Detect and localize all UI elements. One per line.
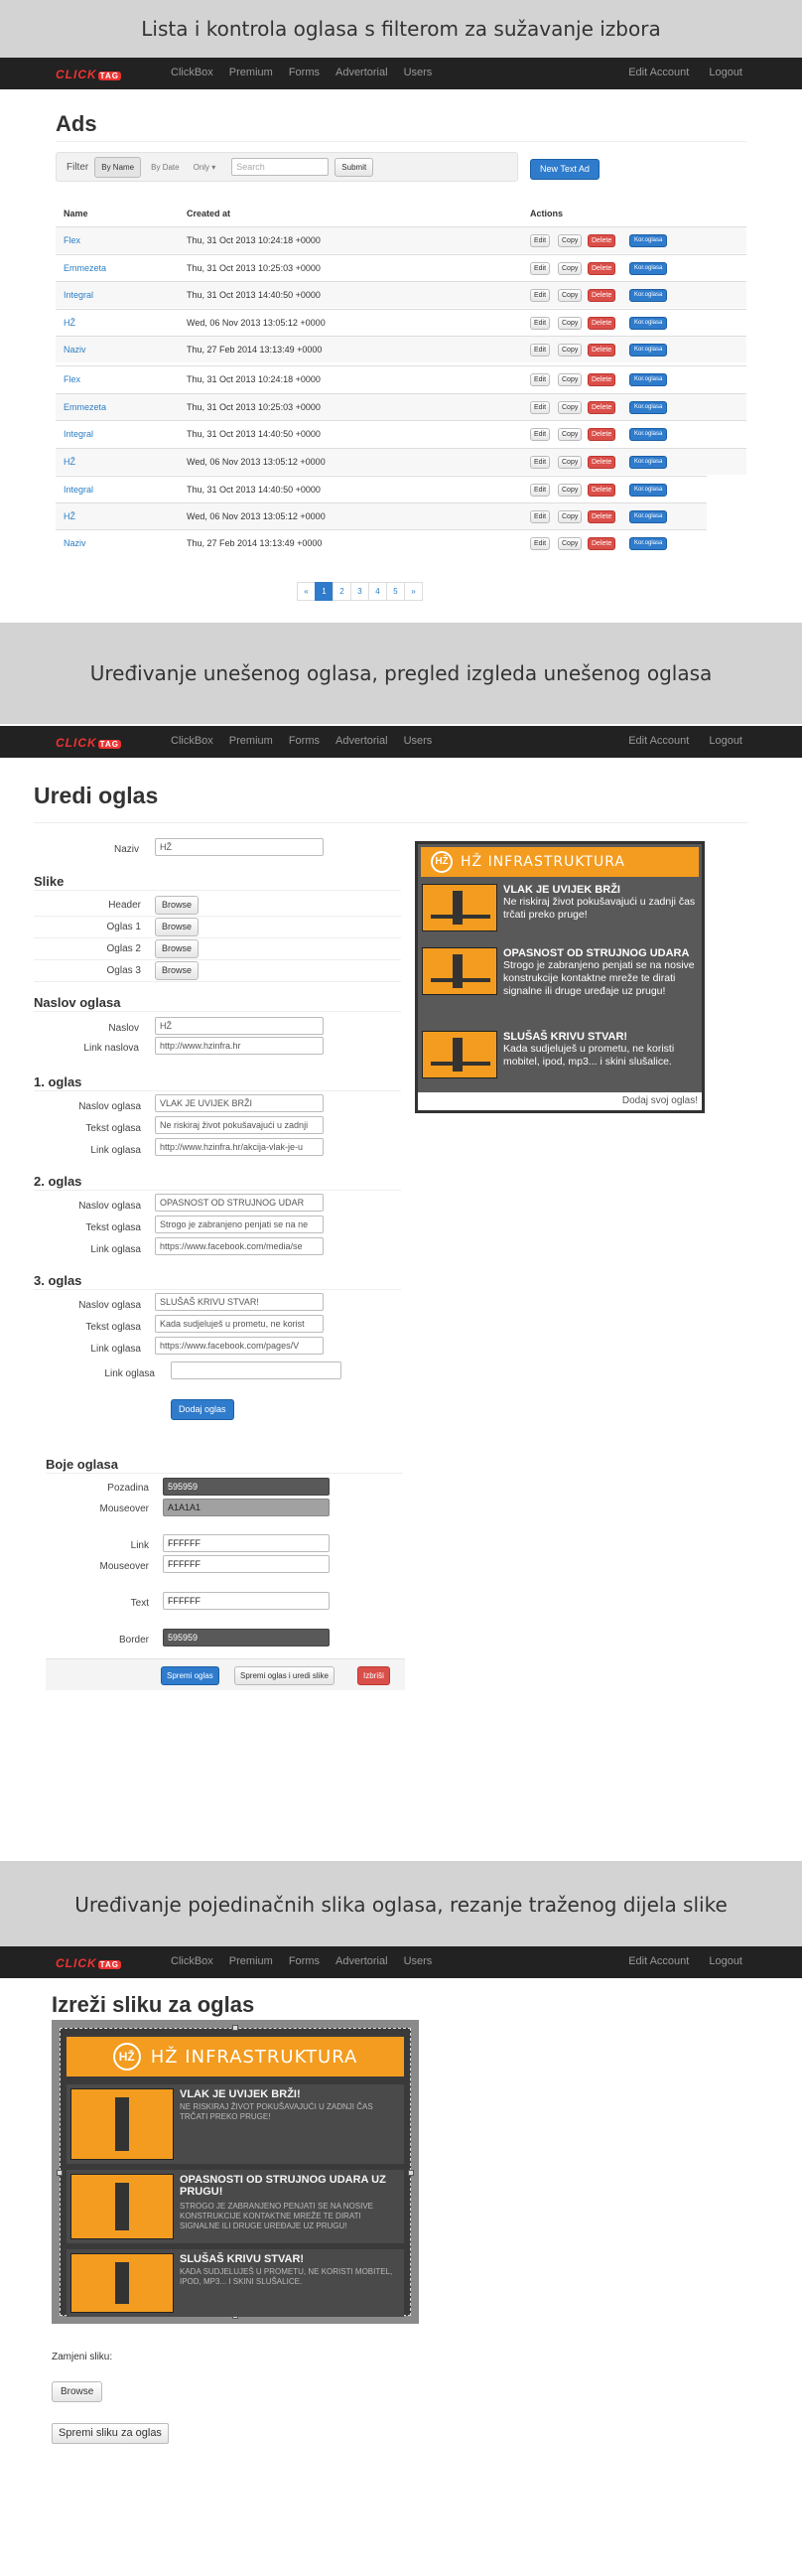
naslov-oglasa-input[interactable]: VLAK JE UVIJEK BRŽI [155,1094,324,1112]
edit-button[interactable]: Edit [530,401,550,414]
crop-header [67,2037,404,2076]
banner-text: Lista i kontrola oglasa s filterom za sužavanje izbora [141,17,661,41]
slika-label: Oglas 3 [106,965,141,976]
col-name: Name [64,209,88,218]
page-2[interactable]: 2 [333,582,351,601]
tekst-oglasa-label: Tekst oglasa [85,1222,141,1233]
ad-name-link[interactable]: Integral [64,485,94,495]
nav-item-forms[interactable]: Forms [288,1955,320,1967]
edit-button[interactable]: Edit [530,373,550,386]
edit-button[interactable]: Edit [530,484,550,497]
crop-ad-item [67,2084,404,2164]
naslov-label: Naslov [108,1023,139,1034]
main-menu [171,1955,432,1967]
dodaj-oglas-button[interactable]: Dodaj oglas [171,1399,234,1420]
copy-button[interactable]: Copy [558,344,582,357]
crop-image-area[interactable] [52,2020,419,2324]
ads-table-header [56,205,746,224]
ad-created-date: Thu, 31 Oct 2013 10:25:03 +0000 [187,263,321,273]
col-created: Created at [187,209,231,218]
naslov-oglasa-label: Naslov oglasa [78,1101,141,1112]
table-row [56,420,746,447]
link-color-label: Link [130,1540,149,1551]
section-banner-1 [0,0,802,58]
col-actions: Actions [530,209,564,218]
delete-button[interactable]: Delete [588,510,615,523]
section-banner-3 [0,1861,802,1948]
preview-ad-image [422,884,497,931]
ad-created-date: Thu, 27 Feb 2014 13:13:49 +0000 [187,538,323,548]
table-row [56,226,746,253]
link-mouseover-color-input[interactable]: FFFFFF [163,1555,330,1573]
edit-button[interactable]: Edit [530,317,550,330]
crop-ad-text: STROGO JE ZABRANJENO PENJATI SE NA NOSIVE KONSTRUKCIJE KONTAKTNE MREŽE TE DIRATI SIGNALNE ILI DRUGE UREĐAJE UZ PRUGU! [180,2202,373,2230]
filter-label: Filter [67,161,89,173]
hz-logo-icon: HŽ [431,851,453,873]
preview-ad-title: SLUŠAŠ KRIVU STVAR! [503,1031,628,1043]
filter-only-dropdown[interactable]: Only ▾ [193,162,216,172]
ad-name-link[interactable]: Naziv [64,345,86,355]
border-color-input[interactable]: 595959 [163,1629,330,1646]
slika-label: Oglas 1 [106,922,141,932]
account-menu [628,735,742,747]
submit-button[interactable]: Submit [334,158,373,177]
spremi-sliku-button[interactable]: Spremi sliku za oglas [52,2423,169,2444]
crop-ad-image [70,2088,174,2160]
kor-oglasa-button[interactable]: Kor.oglasa [629,373,667,386]
logout-link[interactable]: Logout [709,735,742,747]
form-actions [46,1658,405,1690]
naslov-oglasa-input[interactable]: OPASNOST OD STRUJNOG UDAR [155,1194,324,1212]
filter-by-date-button[interactable]: By Date [151,162,180,172]
nav-item-forms[interactable]: Forms [288,67,320,78]
nav-item-users[interactable]: Users [403,735,433,747]
crop-ad-title: OPASNOSTI OD STRUJNOG UDARA UZ PRUGU! [180,2174,386,2198]
delete-button[interactable]: Delete [588,428,615,441]
preview-ad-item[interactable] [422,947,698,1025]
nav-item-users[interactable]: Users [403,67,433,78]
naslov-oglasa-input[interactable]: SLUŠAŠ KRIVU STVAR! [155,1293,324,1311]
filter-by-name-button[interactable]: By Name [94,157,141,178]
naslov-oglasa-label: Naslov oglasa [78,1201,141,1212]
kor-oglasa-button[interactable]: Kor.oglasa [629,344,667,357]
copy-button[interactable]: Copy [558,289,582,302]
edit-button[interactable]: Edit [530,289,550,302]
tekst-oglasa-input[interactable]: Ne riskiraj život pokušavajući u zadnji [155,1116,324,1134]
slika-label: Oglas 2 [106,943,141,954]
crop-ad-title: VLAK JE UVIJEK BRŽI! [180,2088,301,2100]
logout-link[interactable]: Logout [709,1955,742,1967]
preview-ad-image [422,947,497,995]
link-oglasa-input[interactable]: http://www.hzinfra.hr/akcija-vlak-je-u [155,1138,324,1156]
nav-item-clickbox[interactable]: ClickBox [171,735,213,747]
edit-button[interactable]: Edit [530,428,550,441]
preview-ad-text: Ne riskiraj život pokušavajući u zadnji čas trčati preko pruge! [503,896,696,921]
ad-created-date: Wed, 06 Nov 2013 13:05:12 +0000 [187,511,326,521]
crop-title: Izreži sliku za oglas [52,1992,255,2017]
naslov-heading: Naslov oglasa [34,995,121,1010]
delete-button[interactable]: Delete [588,373,615,386]
ad-created-date: Thu, 31 Oct 2013 10:25:03 +0000 [187,402,321,412]
main-menu [171,67,432,78]
link-oglasa-label: Link oglasa [90,1344,141,1355]
banner-text: Uređivanje unešenog oglasa, pregled izgleda unešenog oglasa [89,661,713,685]
top-navbar [0,58,802,89]
ad-created-date: Thu, 31 Oct 2013 14:40:50 +0000 [187,429,321,439]
crop-handle-icon[interactable] [408,2170,414,2176]
ad-created-date: Wed, 06 Nov 2013 13:05:12 +0000 [187,457,326,467]
crop-ad-item [67,2249,404,2317]
edit-button[interactable]: Edit [530,234,550,247]
ad-name-link[interactable]: Emmezeta [64,263,107,273]
edit-button[interactable]: Edit [530,344,550,357]
link-naslova-input[interactable]: http://www.hzinfra.hr [155,1037,324,1055]
preview-header [421,847,699,877]
ad-created-date: Thu, 31 Oct 2013 14:40:50 +0000 [187,485,321,495]
table-row [56,529,707,556]
oglas-heading: 3. oglas [34,1273,82,1288]
copy-button[interactable]: Copy [558,317,582,330]
oglas-heading: 2. oglas [34,1174,82,1189]
new-text-ad-button[interactable]: New Text Ad [530,159,600,180]
copy-button[interactable]: Copy [558,373,582,386]
copy-button[interactable]: Copy [558,428,582,441]
top-navbar-3 [0,1946,802,1978]
link-oglasa-input[interactable] [171,1361,341,1379]
ad-name-link[interactable]: Emmezeta [64,402,107,412]
crop-ad-text: NE RISKIRAJ ŽIVOT POKUŠAVAJUĆI U ZADNJI ČAS TRČATI PREKO PRUGE! [180,2102,373,2121]
top-navbar-2 [0,726,802,758]
copy-button[interactable]: Copy [558,234,582,247]
link-naslova-label: Link naslova [83,1043,139,1054]
table-row [56,476,707,502]
pozadina-label: Pozadina [107,1483,149,1494]
tekst-oglasa-input[interactable]: Kada sudjeluješ u prometu, ne korist [155,1315,324,1333]
preview-ad-title: VLAK JE UVIJEK BRŽI [503,884,620,896]
ad-created-date: Wed, 06 Nov 2013 13:05:12 +0000 [187,318,326,328]
account-menu [628,67,742,78]
delete-button[interactable]: Delete [588,344,615,357]
mouseover-color-input[interactable]: A1A1A1 [163,1499,330,1516]
edit-button[interactable]: Edit [530,456,550,469]
nav-item-clickbox[interactable]: ClickBox [171,67,213,78]
edit-account-link[interactable]: Edit Account [628,1955,690,1967]
logo[interactable]: CLICK TAG [56,736,119,750]
ad-name-link[interactable]: Naziv [64,538,86,548]
copy-button[interactable]: Copy [558,262,582,275]
page-title: Ads [56,111,97,136]
nav-item-premium[interactable]: Premium [228,1955,273,1967]
tekst-oglasa-label: Tekst oglasa [85,1322,141,1333]
page-prev[interactable]: « [297,582,316,601]
browse-button[interactable]: Browse [155,961,199,980]
kor-oglasa-button[interactable]: Kor.oglasa [629,456,667,469]
spremi-uredi-slike-button[interactable]: Spremi oglas i uredi slike [234,1666,334,1685]
edit-button[interactable]: Edit [530,510,550,523]
preview-ad-text: Kada sudjeluješ u prometu, ne koristi mobitel, ipod, mp3... i skini slušalice. [503,1043,675,1068]
main-menu [171,735,432,747]
tekst-oglasa-label: Tekst oglasa [85,1123,141,1134]
link-oglasa-input[interactable]: https://www.facebook.com/pages/V [155,1337,324,1355]
ad-created-date: Thu, 27 Feb 2014 13:13:49 +0000 [187,345,323,355]
copy-button[interactable]: Copy [558,456,582,469]
naslov-oglasa-label: Naslov oglasa [78,1300,141,1311]
crop-ad-item [67,2170,404,2243]
nav-item-advertorial[interactable]: Advertorial [334,1955,388,1967]
table-row [56,281,746,308]
nav-item-clickbox[interactable]: ClickBox [171,1955,213,1967]
page-1[interactable]: 1 [315,582,334,601]
crop-browse-button[interactable]: Browse [52,2381,102,2402]
ad-name-link[interactable]: Integral [64,290,94,300]
link-oglasa-label: Link oglasa [104,1368,155,1379]
ad-name-link[interactable]: Flex [64,374,81,384]
logo[interactable]: CLICK TAG [56,1956,119,1970]
link-oglasa-input[interactable]: https://www.facebook.com/media/se [155,1237,324,1255]
nav-item-advertorial[interactable]: Advertorial [334,735,388,747]
zamjeni-label: Zamjeni sliku: [52,2352,113,2362]
nav-item-forms[interactable]: Forms [288,735,320,747]
link-mouseover-label: Mouseover [99,1561,149,1572]
border-color-label: Border [118,1635,149,1646]
account-menu [628,1955,742,1967]
browse-button[interactable]: Browse [155,896,199,915]
kor-oglasa-button[interactable]: Kor.oglasa [629,317,667,330]
nav-item-users[interactable]: Users [403,1955,433,1967]
ad-name-link[interactable]: HŽ [64,511,75,521]
link-oglasa-label: Link oglasa [90,1145,141,1156]
nav-item-premium[interactable]: Premium [228,67,273,78]
page-4[interactable]: 4 [368,582,387,601]
ad-created-date: Thu, 31 Oct 2013 10:24:18 +0000 [187,374,321,384]
edit-button[interactable]: Edit [530,262,550,275]
table-row [56,336,746,362]
table-row [56,502,707,529]
edit-button[interactable]: Edit [530,537,550,550]
preview-brand: HŽ INFRASTRUKTURA [461,854,626,870]
naslov-input[interactable]: HŽ [155,1017,324,1035]
link-oglasa-label: Link oglasa [90,1244,141,1255]
pagination [298,582,423,601]
copy-button[interactable]: Copy [558,537,582,550]
delete-button[interactable]: Delete [588,537,615,550]
kor-oglasa-button[interactable]: Kor.oglasa [629,262,667,275]
search-input[interactable]: Search [231,158,329,176]
kor-oglasa-button[interactable]: Kor.oglasa [629,289,667,302]
table-row [56,365,746,392]
banner-text: Uređivanje pojedinačnih slika oglasa, rezanje traženog dijela slike [74,1893,728,1917]
copy-button[interactable]: Copy [558,484,582,497]
table-row [56,393,746,420]
browse-button[interactable]: Browse [155,918,199,936]
browse-button[interactable]: Browse [155,939,199,958]
delete-button[interactable]: Delete [588,234,615,247]
ad-name-link[interactable]: Flex [64,235,81,245]
ad-name-link[interactable]: HŽ [64,457,75,467]
ad-preview [415,841,705,1113]
delete-button[interactable]: Delete [588,456,615,469]
kor-oglasa-button[interactable]: Kor.oglasa [629,234,667,247]
delete-button[interactable]: Delete [588,317,615,330]
kor-oglasa-button[interactable]: Kor.oglasa [629,428,667,441]
table-row [56,254,746,281]
edit-account-link[interactable]: Edit Account [628,67,690,78]
section-banner-2 [0,623,802,724]
text-color-input[interactable]: FFFFFF [163,1592,330,1610]
crop-brand: HŽ INFRASTRUKTURA [150,2046,358,2068]
hz-logo-icon: HŽ [113,2043,141,2071]
page-5[interactable]: 5 [386,582,405,601]
kor-oglasa-button[interactable]: Kor.oglasa [629,484,667,497]
delete-button[interactable]: Delete [588,401,615,414]
logo[interactable]: CLICK TAG [56,68,119,81]
delete-button[interactable]: Delete [588,484,615,497]
link-color-input[interactable]: FFFFFF [163,1534,330,1552]
mouseover-label: Mouseover [99,1503,149,1514]
nav-item-premium[interactable]: Premium [228,735,273,747]
filter-bar [56,152,518,182]
preview-ad-title: OPASNOST OD STRUJNOG UDARA [503,947,690,959]
slika-label: Header [108,900,141,911]
ad-name-link[interactable]: HŽ [64,318,75,328]
crop-selection[interactable] [60,2028,411,2316]
preview-ad-text: Strogo je zabranjeno penjati se na nosive konstrukcije kontaktne mreže te dirati signalne ili druge uređaje uz prugu! [503,959,695,997]
tekst-oglasa-input[interactable]: Strogo je zabranjeno penjati se na ne [155,1216,324,1233]
crop-ad-image [70,2253,174,2313]
boje-heading: Boje oglasa [46,1457,118,1472]
edit-title: Uredi oglas [34,783,159,808]
spremi-oglas-button[interactable]: Spremi oglas [161,1666,219,1685]
naziv-input[interactable]: HŽ [155,838,324,856]
page-3[interactable]: 3 [350,582,369,601]
kor-oglasa-button[interactable]: Kor.oglasa [629,510,667,523]
crop-handle-icon[interactable] [57,2170,63,2176]
slike-heading: Slike [34,874,65,889]
delete-button[interactable]: Delete [588,289,615,302]
edit-account-link[interactable]: Edit Account [628,735,690,747]
crop-ad-image [70,2174,174,2239]
copy-button[interactable]: Copy [558,401,582,414]
table-row [56,448,746,475]
crop-ad-title: SLUŠAŠ KRIVU STVAR! [180,2253,305,2265]
ad-created-date: Thu, 31 Oct 2013 10:24:18 +0000 [187,235,321,245]
ad-created-date: Thu, 31 Oct 2013 14:40:50 +0000 [187,290,321,300]
crop-ad-text: KADA SUDJELUJEŠ U PROMETU, NE KORISTI MOBITEL, IPOD, MP3... I SKINI SLUŠALICE. [180,2267,393,2286]
table-row [56,309,746,336]
ad-name-link[interactable]: Integral [64,429,94,439]
kor-oglasa-button[interactable]: Kor.oglasa [629,537,667,550]
nav-item-advertorial[interactable]: Advertorial [334,67,388,78]
logout-link[interactable]: Logout [709,67,742,78]
text-color-label: Text [130,1598,149,1609]
crop-handle-icon[interactable] [232,2025,238,2031]
preview-footer[interactable]: Dodaj svoj oglas! [418,1092,702,1110]
page-next[interactable]: » [404,582,423,601]
pozadina-color-input[interactable]: 595959 [163,1478,330,1496]
preview-ad-item[interactable] [422,884,698,941]
kor-oglasa-button[interactable]: Kor.oglasa [629,401,667,414]
oglas-heading: 1. oglas [34,1074,82,1089]
izbrisi-button[interactable]: Izbriši [357,1666,390,1685]
preview-ad-image [422,1031,497,1078]
copy-button[interactable]: Copy [558,510,582,523]
delete-button[interactable]: Delete [588,262,615,275]
naziv-label: Naziv [113,844,139,855]
preview-ad-item[interactable] [422,1031,698,1090]
